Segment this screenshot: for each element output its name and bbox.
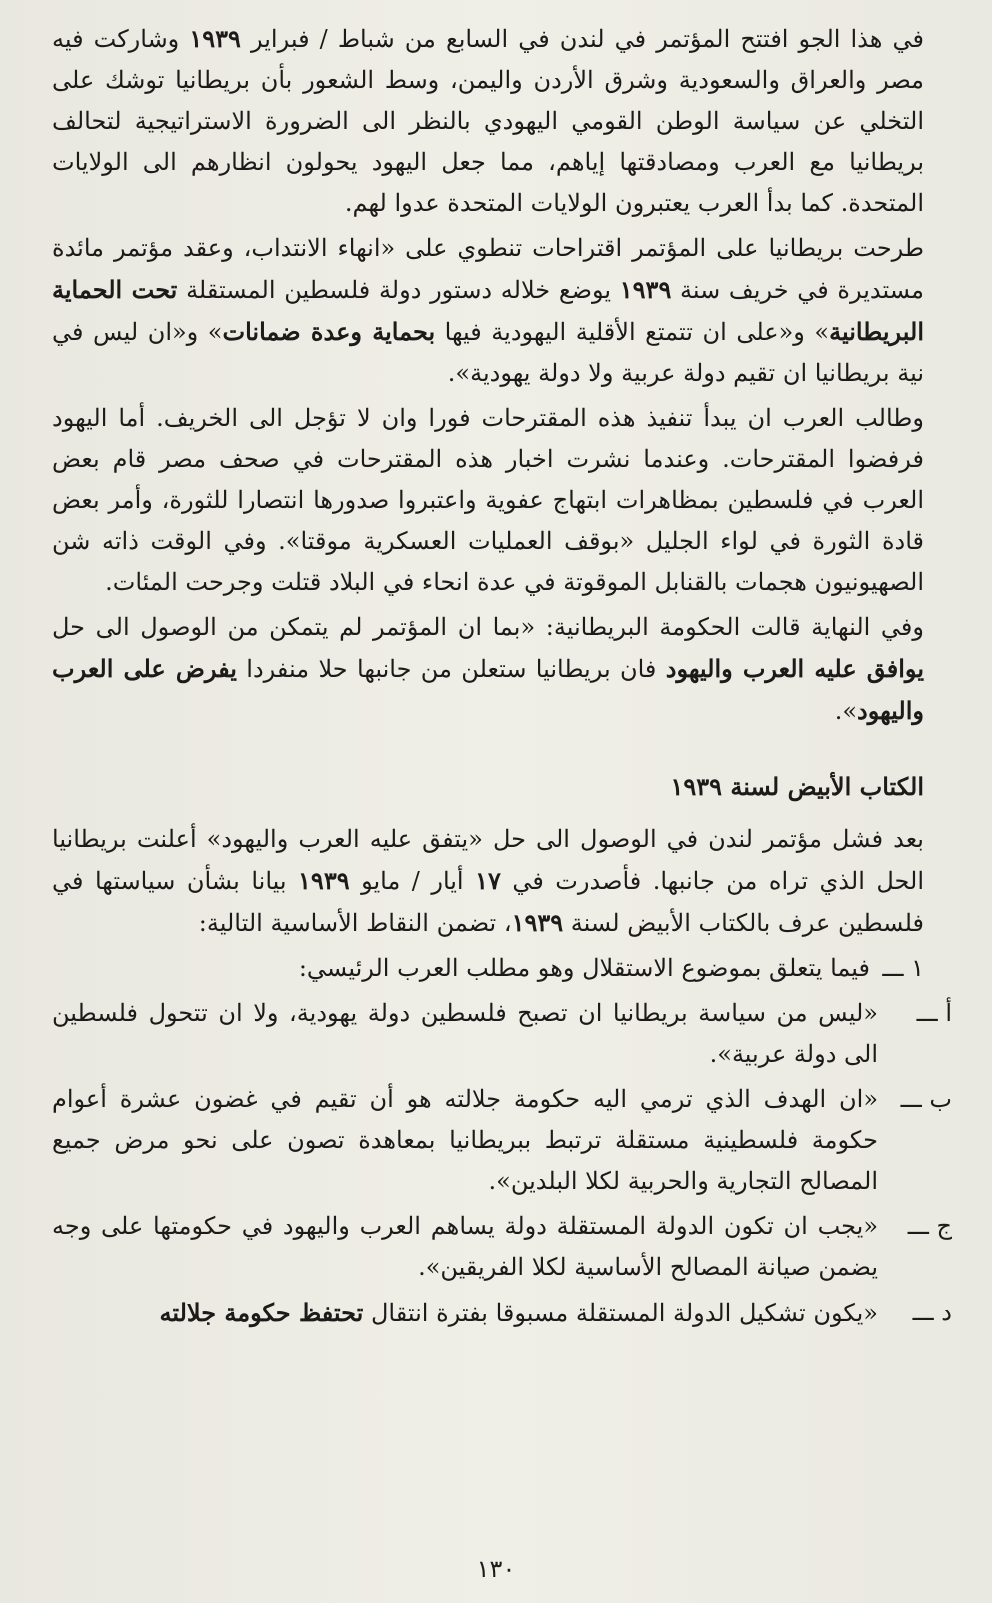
list-text [52,1079,878,1202]
text-run: ». [834,697,858,725]
paragraph [52,398,952,603]
list-text [52,1206,878,1288]
text-run: وفي النهاية قالت الحكومة البريطانية: «بما ان المؤتمر لم يتمكن من الوصول الى حل [52,613,924,641]
sub-point [52,993,952,1075]
sub-point [52,1292,952,1334]
text-run: «ليس من سياسة بريطانيا ان تصبح فلسطين دولة يهودية، ولا ان تتحول فلسطين الى دولة عربية». [52,999,878,1068]
bold-text-run: بحماية وعدة ضمانات [222,317,436,346]
text-run: وشاركت فيه مصر والعراق والسعودية وشرق الأردن واليمن، وسط الشعور بأن بريطانيا توشك على التخلي عن سياسة الوطن القومي اليهودي بالنظر الى الضرورة الاستراتيجية لتحالف بريطانيا مع العرب ومصادقتها إياهم، مما جعل اليهود يحولون انظارهم الى الولايات المتحدة. كما بدأ العرب يعتبرون الولايات المتحدة عدوا لهم. [52,25,924,217]
section-heading: الكتاب الأبيض لسنة ١٩٣٩ [670,772,924,801]
text-run: فيما يتعلق بموضوع الاستقلال وهو مطلب العرب الرئيسي: [298,954,870,982]
text-run: طرحت بريطانيا على المؤتمر اقتراحات تنطوي على «انهاء الانتداب، وعقد مؤتمر مائدة مستديرة في خريف سنة [52,234,924,304]
section-paragraph [52,819,952,944]
text-run: بعد فشل مؤتمر لندن في الوصول الى حل «يتفق عليه العرب واليهود» أعلنت بريطانيا الحل الذي تراه من جانبها. فأصدرت في [52,825,925,895]
text-run: وطالب العرب ان يبدأ تنفيذ هذه المقترحات فورا وان لا تؤجل الى الخريف. أما اليهود فرفضوا المقترحات. وعندما نشرت اخبار هذه المقترحات في صحف مصر قام بعض العرب في فلسطين بمظاهرات ابتهاج عفوية واعتبروا صدورها انتصارا للثورة، وأمر بعض قادة الثورة في لواء الجليل «بوقف العمليات العسكرية موقتا». وفي الوقت ذاته شن الصهيونيون هجمات بالقنابل الموقوتة في عدة انحاء في البلاد قتلت وجرحت المئات. [52,404,924,596]
text-run: أيار / مايو [349,867,476,895]
sub-point [52,1079,952,1202]
text-run: » و«ان ليس في نية بريطانيا ان تقيم دولة عربية ولا دولة يهودية». [52,318,924,387]
text-run: «يجب ان تكون الدولة المستقلة دولة يساهم العرب واليهود في حكومتها على وجه يضمن صيانة المصالح الأساسية لكلا الفريقين». [52,1212,878,1281]
bold-text-run: تحتفظ حكومة جلالته [159,1298,364,1327]
bold-text-run: يوافق عليه العرب واليهود [665,654,925,683]
bold-text-run: يفرض على العرب واليهود [52,654,924,725]
bold-text-run: ١٩٣٩ [619,275,672,304]
paragraph [52,228,952,394]
list-marker: ب ـــ [900,1085,952,1113]
list-text [52,993,878,1075]
main-point [52,948,952,989]
bold-text-run: ١٩٣٩ [298,866,350,895]
bold-text-run: ١٩٣٩ [511,908,564,937]
text-run: ، تضمن النقاط الأساسية التالية: [198,909,512,937]
list-marker: ج ـــ [907,1212,952,1240]
bold-text-run: ١٩٣٩ [189,24,241,53]
sub-point [52,1206,952,1288]
text-run: فان بريطانيا ستعلن من جانبها حلا منفردا [236,655,666,683]
paragraph [52,18,952,224]
text-run: يوضع خلاله دستور دولة فلسطين المستقلة [177,276,620,304]
page-number: ١٣٠ [476,1555,516,1583]
text-run: » و«على ان تتمتع الأقلية اليهودية فيها [435,318,830,346]
list-text [52,948,870,989]
text-run: في هذا الجو افتتح المؤتمر في لندن في السابع من شباط / فبراير [240,25,924,53]
bold-text-run: ١٧ [475,866,501,895]
text-run: «ان الهدف الذي ترمي اليه حكومة جلالته هو أن تقيم في غضون عشرة أعوام حكومة فلسطينية مستقلة ترتبط ببريطانيا بمعاهدة تصون على نحو مرض جميع المصالح التجارية والحربية لكلا البلدين». [52,1085,878,1195]
paragraph [52,607,952,732]
list-text [52,1292,878,1334]
list-marker: د ـــ [912,1298,952,1326]
bold-text-run: تحت الحماية البريطانية [52,275,925,346]
body-text [52,18,952,1338]
text-run: بيانا بشأن سياستها في فلسطين عرف بالكتاب الأبيض لسنة [52,867,924,937]
text-run: «يكون تشكيل الدولة المستقلة مسبوقا بفترة انتقال [363,1299,878,1327]
list-marker: ١ ـــ [882,954,924,982]
list-marker: أ ـــ [916,999,952,1027]
